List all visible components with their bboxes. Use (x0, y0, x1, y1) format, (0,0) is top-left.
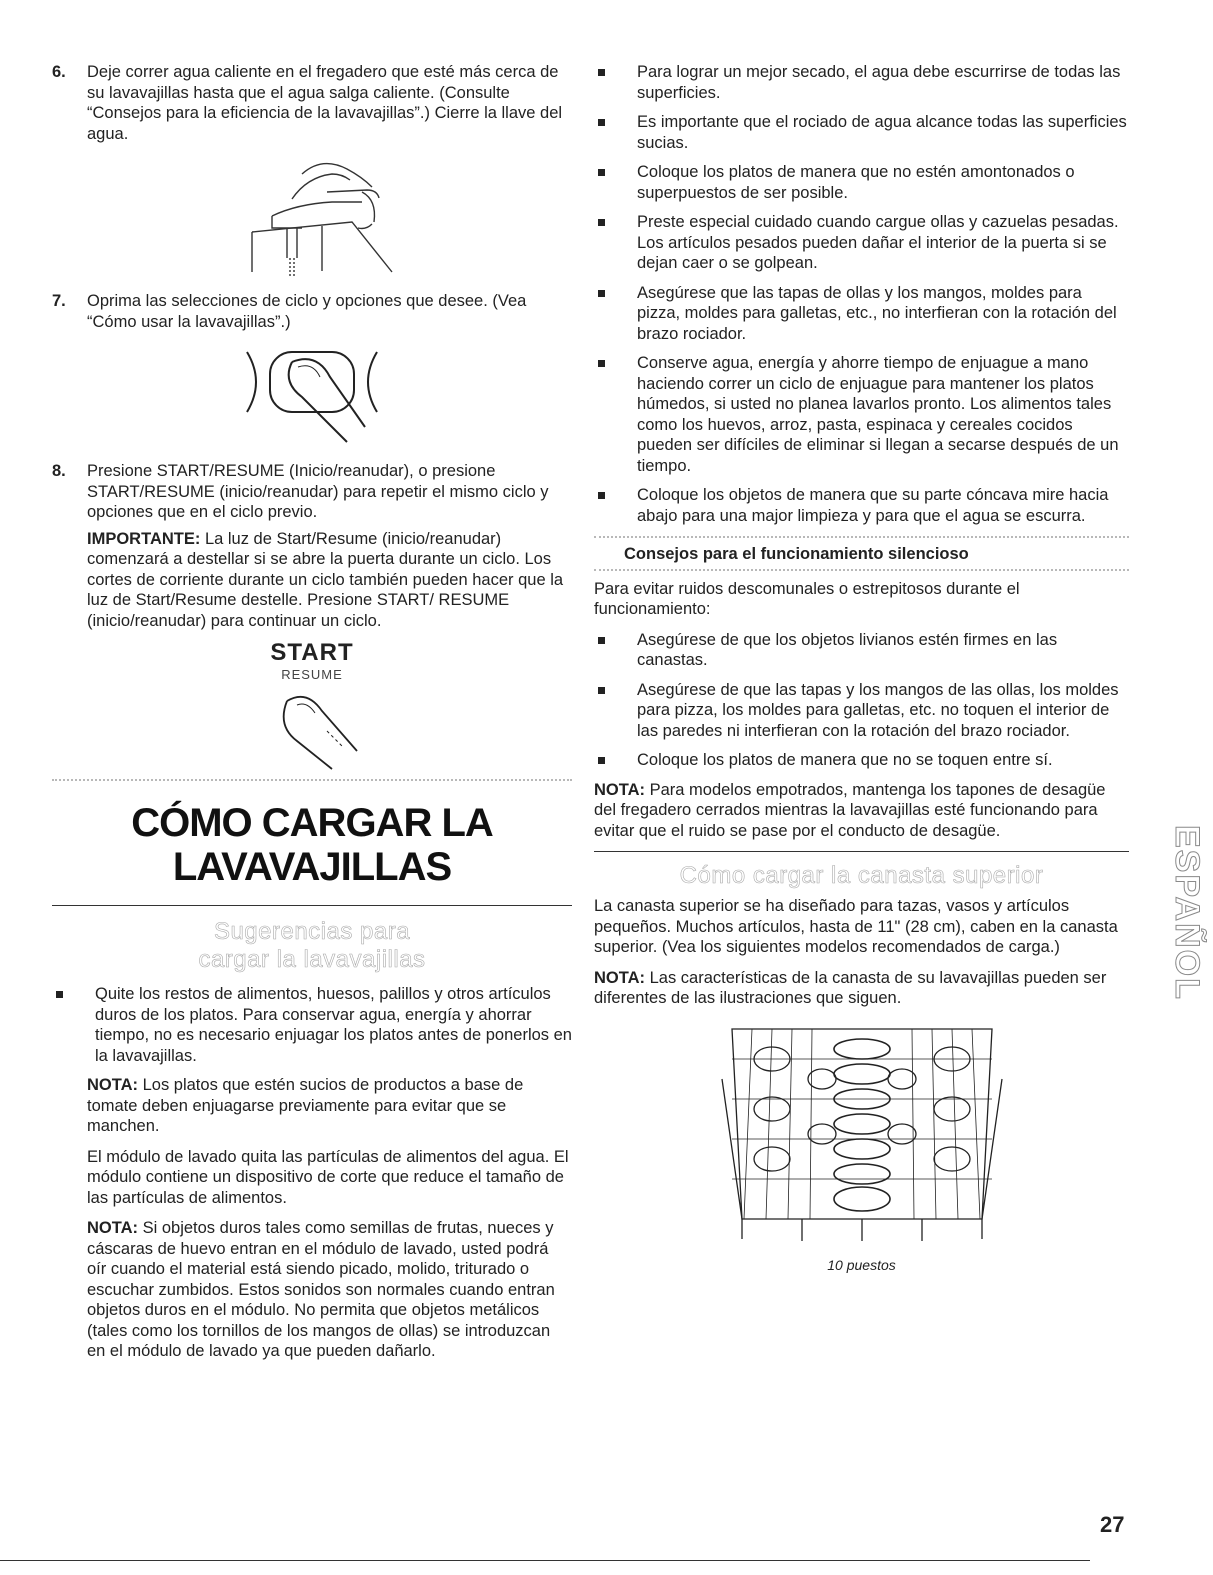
title-rule (52, 905, 572, 906)
step-number: 8. (52, 462, 66, 480)
note-hard-objects (87, 1218, 572, 1362)
right-column (594, 62, 1129, 1275)
wash-module-paragraph: El módulo de lavado quita las partículas de alimentos del agua. El módulo contiene un dispositivo de corte que reduce el tamaño de las partículas de alimentos. (87, 1147, 569, 1207)
section-title-line-1: CÓMO CARGAR LA (131, 801, 493, 845)
step-text: Oprima las selecciones de ciclo y opciones que desee. (Vea “Cómo usar la lavavajillas”.) (87, 292, 527, 331)
loading-tips-list (52, 984, 572, 1066)
step-text: Presione START/RESUME (Inicio/reanudar), o presione START/RESUME (inicio/reanudar) para repetir el mismo ciclo y opciones que en el ciclo previo. (87, 462, 549, 521)
side-tab-text: ESPAÑOL (1168, 825, 1206, 1001)
section-title-line-2: LAVAVAJILLAS (172, 845, 452, 889)
loading-tips-list-continued (594, 62, 1129, 526)
note-text: Las características de la canasta de su lavavajillas pueden ser diferentes de las ilustraciones que siguen. (594, 968, 1107, 1007)
step-6 (52, 62, 572, 144)
note-drain-plugs (594, 780, 1129, 842)
upper-rack-heading: Cómo cargar la canasta superior (679, 862, 1044, 889)
list-item: Conserve agua, energía y ahorre tiempo de enjuague a mano haciendo correr un ciclo de enjuague para mantener los platos húmedos, si usted no planea lavarlos pronto. Los alimentos tales como los huevos, arroz, pasta, espinaca y cereales cocidos pueden ser difíciles de eliminar si llegan a secarse después de un tiempo. (594, 353, 1129, 476)
note-rack-features (594, 968, 1129, 1009)
note-label: NOTA: (87, 1219, 139, 1237)
section-rule (594, 851, 1129, 852)
start-label: START (270, 639, 354, 666)
list-item: Es importante que el rociado de agua alcance todas las superficies sucias. (594, 112, 1129, 153)
loading-tips-heading (52, 918, 572, 974)
page-number: 27 (1100, 1512, 1125, 1537)
start-resume-illustration (52, 641, 572, 771)
heading-divider-bottom (594, 569, 1129, 571)
list-item: Asegúrese de que los objetos livianos estén firmes en las canastas. (594, 630, 1129, 671)
loading-tips-heading-line-1: Sugerencias para (213, 918, 411, 945)
button-press-illustration (232, 342, 392, 447)
section-title (52, 801, 572, 889)
quiet-tips-list (594, 630, 1129, 771)
quiet-operation-heading: Consejos para el funcionamiento silencioso (624, 545, 969, 563)
list-item: Asegúrese que las tapas de ollas y los mangos, moldes para pizza, moldes para galletas, etc., no interfieran con la rotación del brazo rociador. (594, 283, 1129, 345)
note-tomato (87, 1075, 572, 1137)
step-number: 6. (52, 63, 66, 81)
important-text: La luz de Start/Resume (inicio/reanudar) comenzará a destellar si se abre la puerta durante un ciclo. Los cortes de corriente durante un ciclo también pueden hacer que la luz de Start/Resume destelle. Presione START/ RESUME (inicio/reanudar) para continuar un ciclo. (87, 529, 564, 630)
rack-caption: 10 puestos (827, 1256, 896, 1273)
list-item: Coloque los platos de manera que no se toquen entre sí. (594, 750, 1129, 771)
faucet-illustration (232, 154, 392, 279)
quiet-intro: Para evitar ruidos descomunales o estrepitosos durante el funcionamiento: (594, 579, 1020, 618)
upper-rack-illustration (712, 1019, 1012, 1249)
note-text: Los platos que estén sucios de productos a base de tomate deben enjuagarse previamente para evitar que se manchen. (87, 1076, 524, 1135)
important-note (87, 529, 572, 632)
list-item: Para lograr un mejor secado, el agua debe escurrirse de todas las superficies. (594, 62, 1129, 103)
language-side-tab (1128, 815, 1206, 1065)
resume-label: RESUME (281, 667, 343, 682)
list-item: Quite los restos de alimentos, huesos, palillos y otros artículos duros de los platos. Para conservar agua, energía y ahorrar tiempo, no es necesario enjuagar los platos antes de ponerlos en la lavavajillas. (52, 984, 572, 1066)
note-label: NOTA: (87, 1076, 139, 1094)
loading-tips-heading-line-2: cargar la lavavajillas (198, 946, 426, 973)
list-item: Asegúrese de que las tapas y los mangos de las ollas, los moldes para pizza, los moldes para galletas, etc. no toquen el interior de las paredes ni interfieran con la rotación del brazo rociador. (594, 680, 1129, 742)
list-item: Coloque los platos de manera que no estén amontonados o superpuestos de ser posible. (594, 162, 1129, 203)
list-item: Preste especial cuidado cuando cargue ollas y cazuelas pesadas. Los artículos pesados pueden dañar el interior de la puerta si se dejan caer o se golpean. (594, 212, 1129, 274)
footer-rule (0, 1560, 1090, 1561)
finger-press-icon (272, 691, 362, 771)
step-7 (52, 291, 572, 332)
list-item: Coloque los objetos de manera que su parte cóncava mire hacia abajo para una major limpieza y para que el agua se escurra. (594, 485, 1129, 526)
left-column (52, 62, 572, 1372)
note-text: Si objetos duros tales como semillas de frutas, nueces y cáscaras de huevo entran en el módulo de lavado, usted podrá oír cuando el material está siendo picado, molido, triturado o escuchar zumbidos. Estos sonidos son normales cuando entran objetos duros en el módulo. No permita que objetos metálicos (tales como los tornillos de los mangos de ollas) se introduzcan en el módulo de lavado ya que pueden dañarlo. (87, 1219, 555, 1360)
step-text: Deje correr agua caliente en el fregadero que esté más cerca de su lavavajillas hasta que el agua salga caliente. (Consulte “Consejos para la eficiencia de la lavavajillas”.) Cierre la llave del agua. (87, 63, 563, 143)
note-label: NOTA: (594, 780, 646, 799)
note-label: NOTA: (594, 968, 646, 987)
note-text: Para modelos empotrados, mantenga los tapones de desagüe del fregadero cerrados mientras la lavavajillas esté funcionando para evitar que el ruido se pase por el conducto de desagüe. (594, 780, 1106, 840)
important-label: IMPORTANTE: (87, 529, 201, 548)
step-number: 7. (52, 292, 66, 310)
upper-rack-text: La canasta superior se ha diseñado para tazas, vasos y artículos pequeños. Muchos artículos, hasta de 11" (28 cm), caben en la canasta superior. (Vea los siguientes modelos recomendados de carga.) (594, 897, 1118, 956)
step-8 (52, 461, 572, 523)
section-divider (52, 779, 572, 781)
